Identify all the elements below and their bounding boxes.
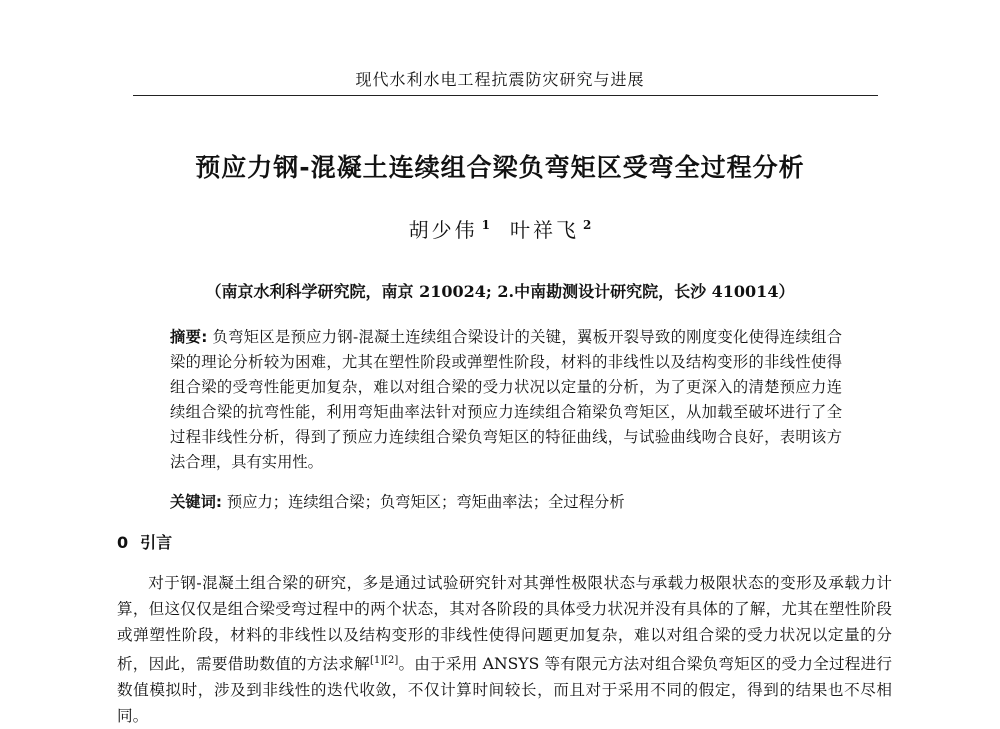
- running-header: 现代水利水电工程抗震防灾研究与进展: [355, 70, 645, 89]
- abstract: [170, 325, 842, 475]
- author-affiliation-marker: 2: [583, 218, 592, 233]
- section-number: 0: [117, 533, 129, 552]
- author-name: 叶祥飞: [510, 218, 579, 242]
- section-title: 引言: [140, 533, 173, 552]
- author-list: [0, 214, 1000, 243]
- affiliation: （南京水利科学研究院，南京 210024; 2.中南勘测设计研究院，长沙 410014）: [205, 282, 795, 301]
- citation-ref: [1][2]: [369, 655, 399, 666]
- keywords-text: 预应力；连续组合梁；负弯矩区；弯矩曲率法；全过程分析: [226, 493, 625, 511]
- header-rule: [133, 95, 878, 96]
- abstract-label: 摘要:: [170, 328, 208, 346]
- body-text-part: 。由于采用 ANSYS 等有限元方法对组合梁负弯矩区的受力全过程进行数值模拟时，涉及到非线性的迭代收敛，不仅计算时间较长，而且对于采用不同的假定，得到的结果也不尽相同。: [117, 655, 892, 726]
- body-paragraph: [117, 570, 892, 729]
- author-affiliation-marker: 1: [481, 218, 490, 233]
- section-heading: [117, 530, 172, 553]
- abstract-text: 负弯矩区是预应力钢-混凝土连续组合梁设计的关键，翼板开裂导致的刚度变化使得连续组合梁的理论分析较为困难，尤其在塑性阶段或弹塑性阶段，材料的非线性以及结构变形的非线性使得组合梁的受弯性能更加复杂，难以对组合梁的受力状况以定量的分析，为了更深入的清楚预应力连续组合梁的抗弯性能，利用弯矩曲率法针对预应力连续组合箱梁负弯矩区，从加载至破坏进行了全过程非线性分析，得到了预应力连续组合梁负弯矩区的特征曲线，与试验曲线吻合良好，表明该方法合理，具有实用性。: [170, 328, 843, 471]
- keywords-label: 关键词:: [170, 493, 223, 511]
- keywords: [170, 490, 842, 512]
- paper-title: 预应力钢-混凝土连续组合梁负弯矩区受弯全过程分析: [195, 153, 805, 182]
- author-name: 胡少伟: [408, 218, 478, 242]
- body-text-part: 对于钢-混凝土组合梁的研究，多是通过试验研究针对其弹性极限状态与承载力极限状态的变形及承载力计算，但这仅仅是组合梁受弯过程中的两个状态，其对各阶段的具体受力状况并没有具体的了解，尤其在塑性阶段或弹塑性阶段，材料的非线性以及结构变形的非线性使得问题更加复杂，难以对组合梁的受力状况以定量的分析，因此，需要借助数值的方法求解: [117, 574, 892, 674]
